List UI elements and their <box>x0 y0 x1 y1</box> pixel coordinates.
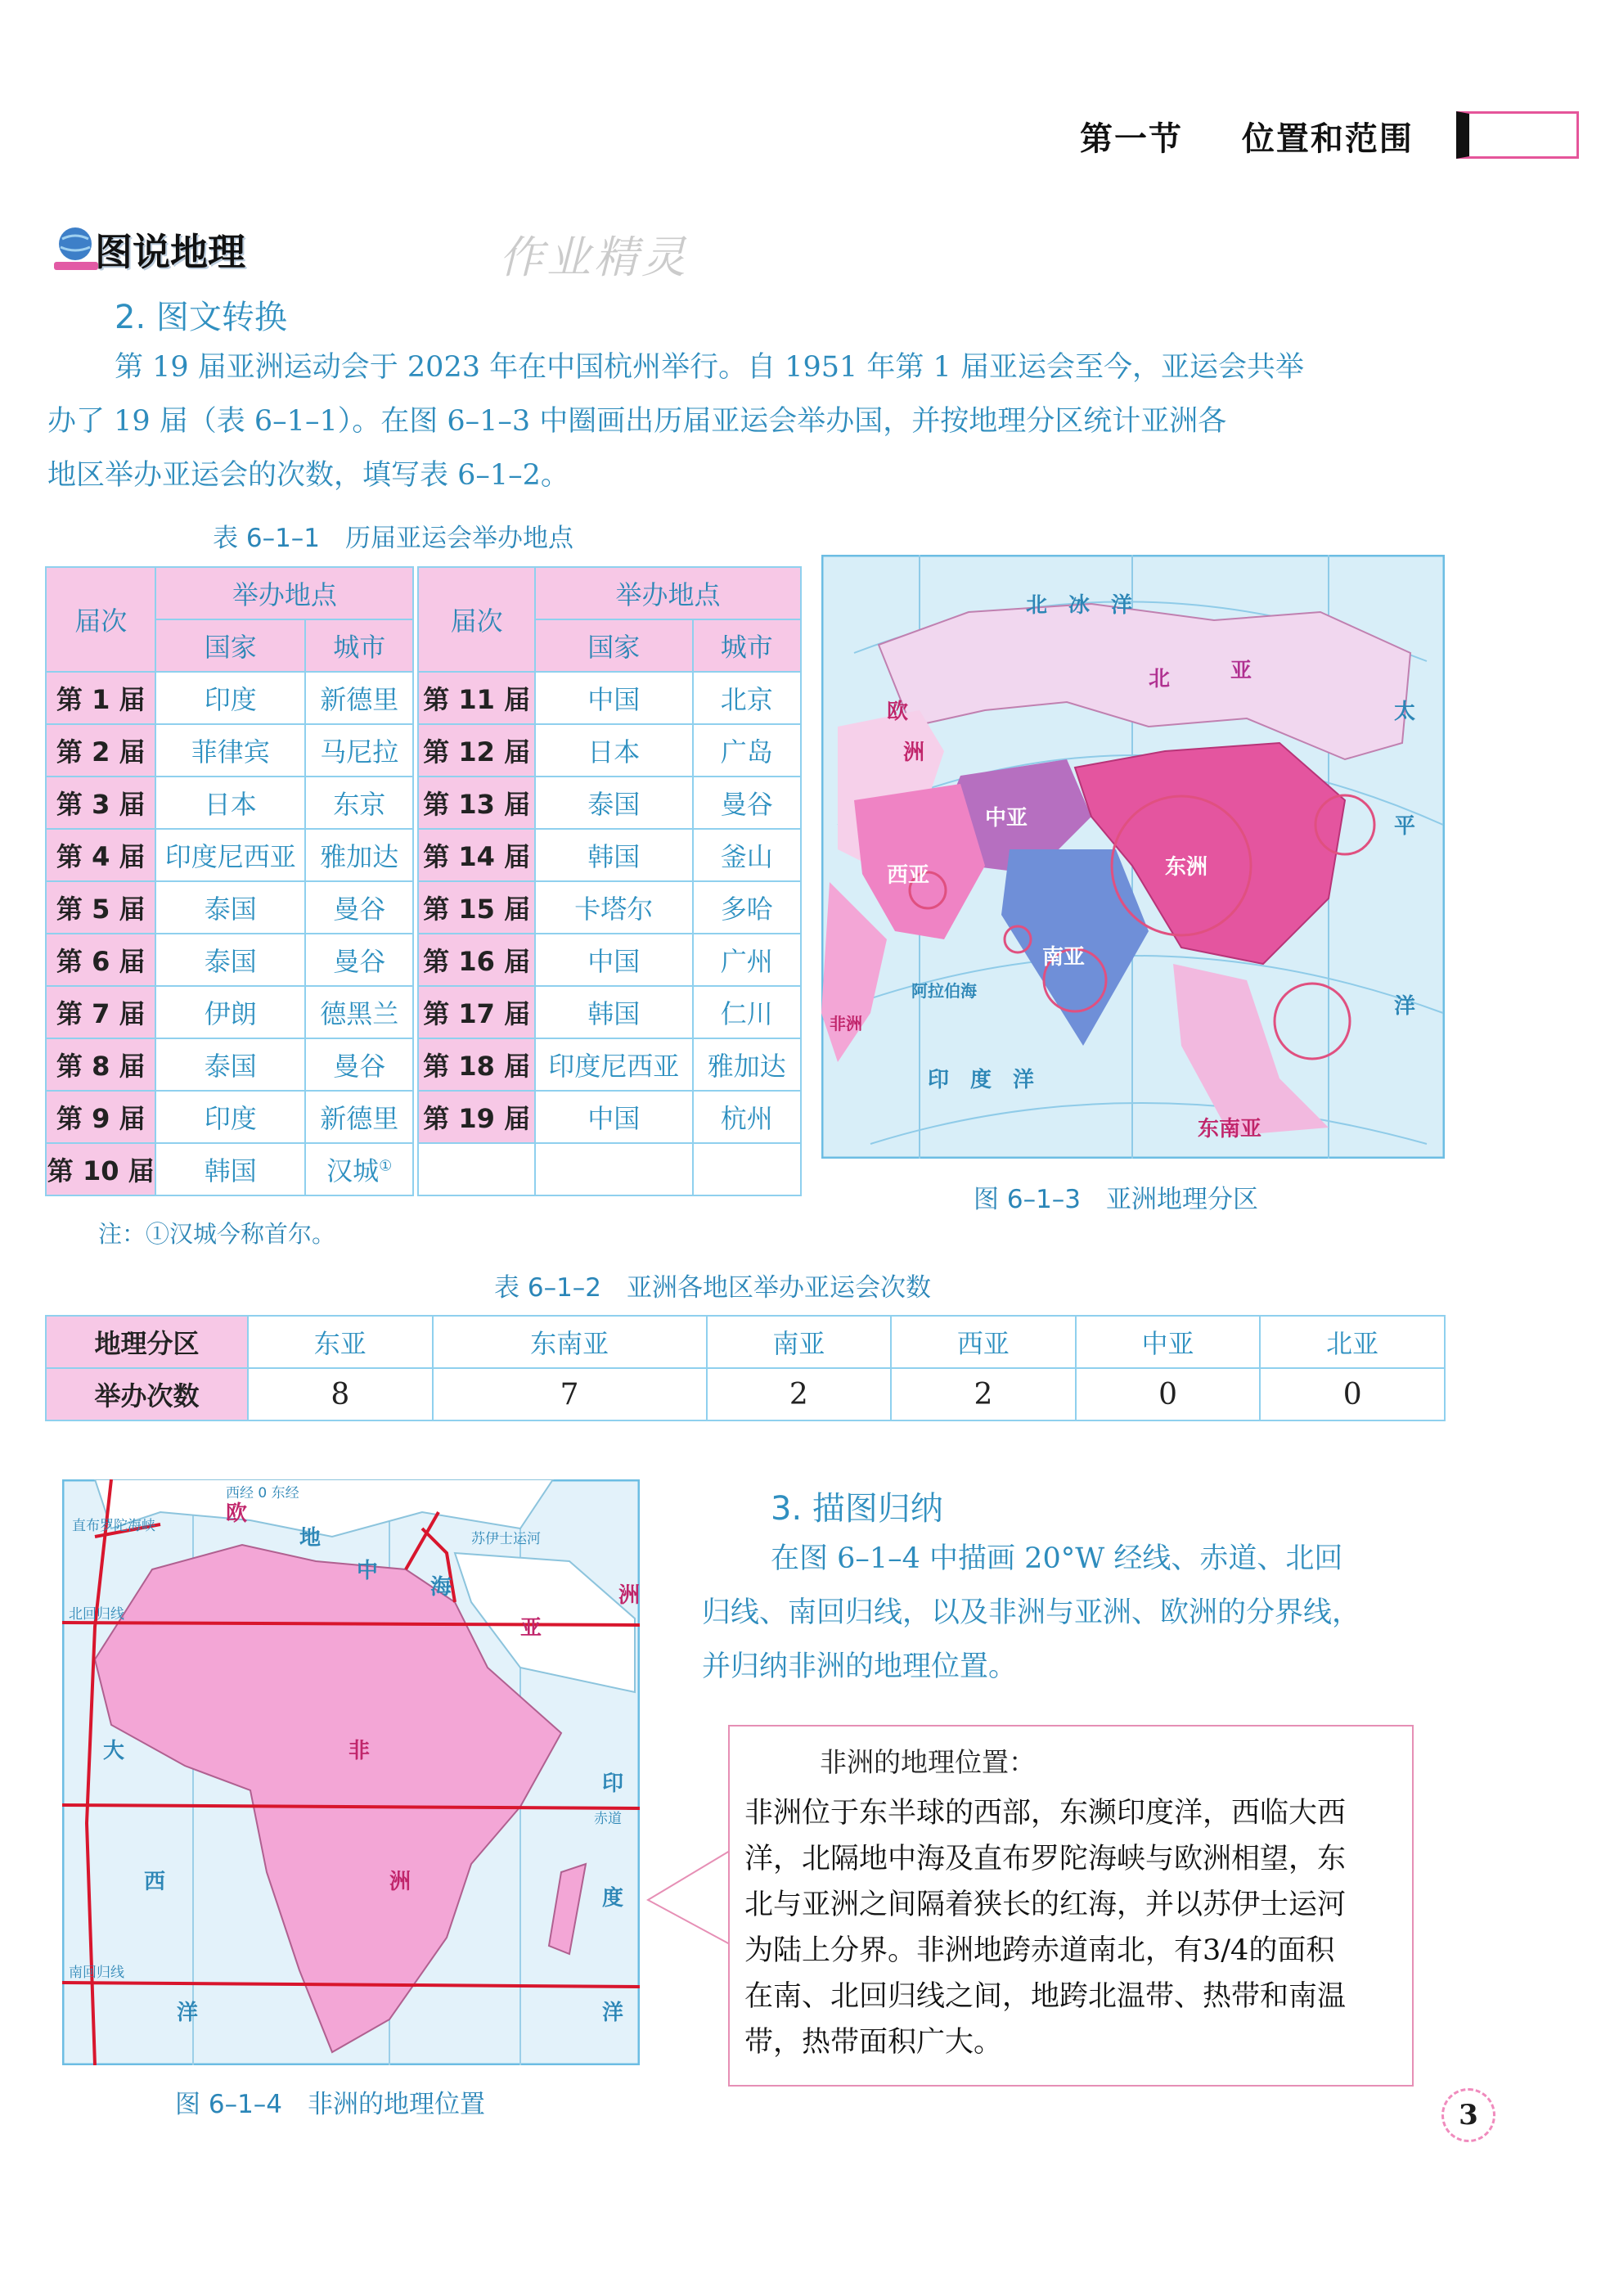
th-city-right: 城市 <box>693 619 801 672</box>
map-label-pacific-2: 平 <box>1394 814 1416 839</box>
header-bar <box>1456 111 1579 159</box>
table-row: 第 6 届 泰国 曼谷 第 16 届 中国 广州 <box>46 934 801 986</box>
map-label-north-asia: 北 <box>1149 667 1171 691</box>
map-label-central-asia: 中亚 <box>985 806 1028 831</box>
asia-regions-map <box>821 555 1445 1159</box>
map-label-southeast-asia: 东南亚 <box>1198 1117 1262 1141</box>
africa-map-label-2: 洲 <box>389 1870 411 1894</box>
asian-games-host-table <box>45 566 802 1196</box>
watermark: 作业精灵 <box>499 232 689 283</box>
atlantic-label-3: 洋 <box>177 2001 199 2025</box>
tropic-n-label: 北回归线 <box>69 1606 124 1623</box>
lon-top-label: 西经 0 东经 <box>226 1485 299 1501</box>
table-row: 第 2 届 菲律宾 马尼拉 第 12 届 日本 广岛 <box>46 724 801 777</box>
table-row: 第 7 届 伊朗 德黑兰 第 17 届 韩国 仁川 <box>46 986 801 1038</box>
map-label-pacific-3: 洋 <box>1394 994 1416 1019</box>
table2-caption: 表 6–1–2 亚洲各地区举办亚运会次数 <box>494 1273 932 1303</box>
indian-label-1: 印 <box>602 1772 624 1796</box>
africa-map-land: 地 <box>299 1526 322 1551</box>
part2-line-2: 办了 19 届（表 6–1–1）。在图 6–1–3 中圈画出历届亚运会举办国，并按地理分区统计亚洲各 <box>47 405 1227 438</box>
map-label-europe2: 洲 <box>903 741 925 765</box>
th-venue: 举办地点 <box>155 567 413 619</box>
part3-line-3: 并归纳非洲的地理位置。 <box>702 1650 1018 1683</box>
callout-body: 非洲位于东半球的西部，东濒印度洋，西临大西 洋，北隔地中海及直布罗陀海峡与欧洲相望，东 北与亚洲之间隔着狭长的红海，并以苏伊士运河 为陆上分界。非洲地跨赤道南北，有3/4的面积 在南、北回归线之间，地跨北温带、热带和南温 带，热带面积广大。 <box>744 1797 1347 2059</box>
row-header-count: 举办次数 <box>46 1368 248 1420</box>
africa-map-label-1: 非 <box>349 1739 371 1763</box>
africa-map-asia: 亚 <box>520 1616 542 1641</box>
region-count-table <box>45 1315 1446 1421</box>
africa-map-sea-mid: 中 <box>357 1559 379 1583</box>
row-header-region: 地理分区 <box>46 1316 248 1368</box>
part2-line-3: 地区举办亚运会的次数，填写表 6–1–2。 <box>47 459 569 492</box>
th-city: 城市 <box>305 619 413 672</box>
table-row: 地理分区 东亚 东南亚 南亚 西亚 中亚 北亚 <box>46 1316 1445 1368</box>
part3-line-1: 在图 6–1–4 中描画 20°W 经线、赤道、北回 <box>771 1542 1343 1575</box>
suez-label: 苏伊士运河 <box>471 1531 541 1547</box>
map-label-east-asia: 东洲 <box>1165 855 1208 880</box>
africa-location-map <box>62 1479 640 2065</box>
th-country-right: 国家 <box>535 619 693 672</box>
table-row: 第 5 届 泰国 曼谷 第 15 届 卡塔尔 多哈 <box>46 881 801 934</box>
th-session-right: 届次 <box>418 567 534 672</box>
map-label-west-asia: 西亚 <box>887 863 930 888</box>
africa-map-caption: 图 6–1–4 非洲的地理位置 <box>175 2090 486 2119</box>
part3-heading: 3. 描图归纳 <box>771 1490 943 1528</box>
table-row: 第 8 届 泰国 曼谷 第 18 届 印度尼西亚 雅加达 <box>46 1038 801 1091</box>
callout-title: 非洲的地理位置： <box>820 1746 1036 1778</box>
map-label-pacific-1: 太 <box>1394 700 1416 724</box>
part2-line-1: 第 19 届亚洲运动会于 2023 年在中国杭州举行。自 1951 年第 1 届亚运会至今，亚运会共举 <box>115 351 1304 384</box>
africa-map-europe: 欧 <box>226 1501 248 1526</box>
table1-caption: 表 6–1–1 历届亚运会举办地点 <box>213 524 574 553</box>
part3-line-2: 归线、南回归线，以及非洲与亚洲、欧洲的分界线， <box>702 1596 1361 1629</box>
africa-location-answer-box <box>728 1725 1414 2087</box>
th-session: 届次 <box>46 567 155 672</box>
atlantic-label-2: 西 <box>144 1870 166 1894</box>
table-row: 第 9 届 印度 新德里 第 19 届 中国 杭州 <box>46 1091 801 1143</box>
map-label-indian-ocean: 印 度 洋 <box>928 1068 1035 1092</box>
th-venue-right: 举办地点 <box>535 567 801 619</box>
map-label-arabian-sea: 阿拉伯海 <box>911 981 977 1001</box>
tropic-s-label: 南回归线 <box>69 1965 124 1981</box>
table-row: 举办次数 8 7 2 2 0 0 <box>46 1368 1445 1420</box>
header-section: 第一节 <box>1080 120 1183 158</box>
table-row: 第 1 届 印度 新德里 第 11 届 中国 北京 <box>46 672 801 724</box>
th-country: 国家 <box>155 619 305 672</box>
table-row: 第 10 届 韩国 汉城① <box>46 1143 801 1195</box>
equator-label: 赤道 <box>594 1811 622 1827</box>
asia-map-caption: 图 6–1–3 亚洲地理分区 <box>974 1185 1259 1214</box>
table-row: 第 3 届 日本 东京 第 13 届 泰国 曼谷 <box>46 777 801 829</box>
indian-label-2: 度 <box>602 1886 624 1911</box>
map-label-arctic: 北 冰 洋 <box>1026 593 1133 618</box>
page-number: 3 <box>1441 2088 1495 2142</box>
part2-heading: 2. 图文转换 <box>115 299 287 336</box>
note-mark: ① <box>379 1157 393 1175</box>
chapter-header <box>1080 113 1414 160</box>
map-label-north-asia-2: 亚 <box>1230 659 1252 683</box>
header-title: 位置和范围 <box>1241 120 1414 158</box>
callout-pointer <box>646 1849 731 1947</box>
africa-map-asia2: 洲 <box>618 1583 640 1608</box>
section-title: 图说地理 <box>95 230 245 274</box>
table1-note: 注：①汉城今称首尔。 <box>98 1220 336 1248</box>
atlantic-label-1: 大 <box>103 1739 125 1763</box>
gibraltar-label: 直布罗陀海峡 <box>72 1518 155 1534</box>
map-label-europe: 欧 <box>887 700 909 724</box>
globe-book-icon <box>51 221 101 275</box>
indian-label-3: 洋 <box>602 2001 624 2025</box>
africa-map-sea: 海 <box>430 1575 452 1600</box>
table-row: 第 4 届 印度尼西亚 雅加达 第 14 届 韩国 釜山 <box>46 829 801 881</box>
map-label-south-asia: 南亚 <box>1042 945 1086 970</box>
map-label-africa: 非洲 <box>830 1014 862 1033</box>
